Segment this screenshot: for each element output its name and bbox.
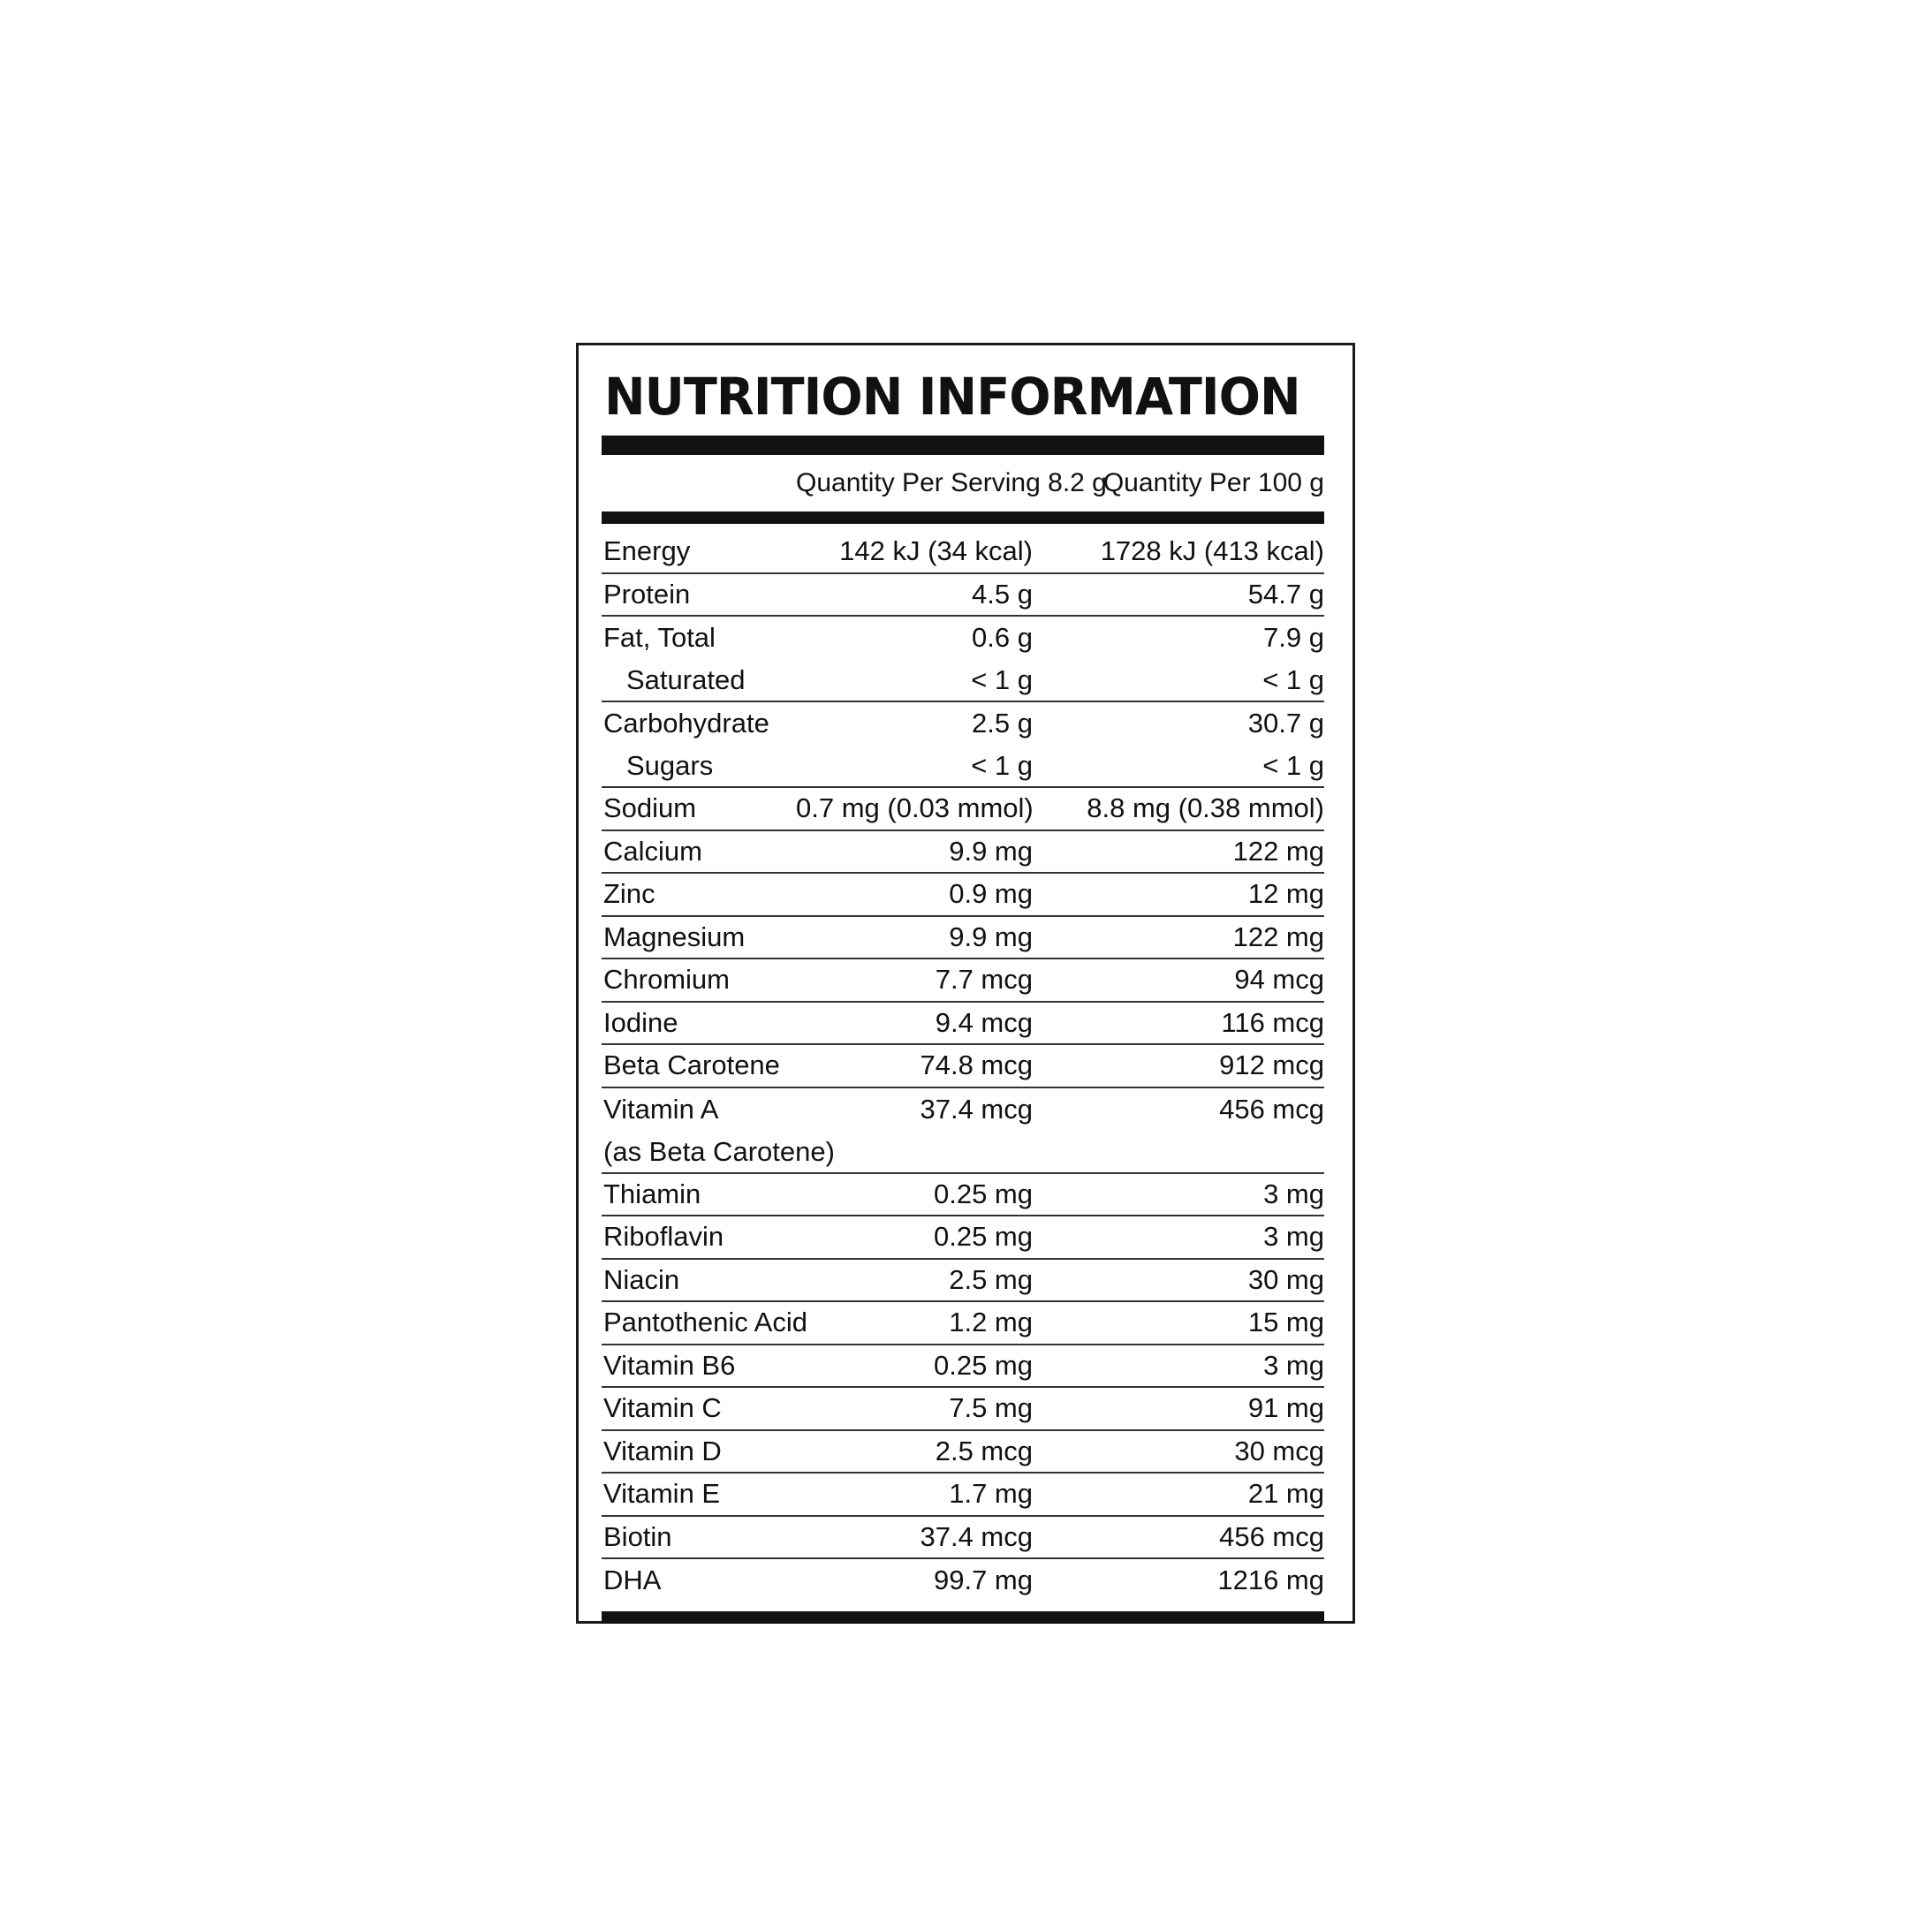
nutrient-name — [602, 1088, 835, 1173]
nutrient-name: DHA — [603, 1565, 662, 1596]
value-per-100g: 30.7 g — [1247, 708, 1324, 739]
nutrient-name: Sugars — [626, 749, 714, 781]
table-row — [602, 1302, 1324, 1345]
value-per-serving: 0.25 mg — [933, 1349, 1033, 1381]
value-per-100g: 1728 kJ (413 kcal) — [1100, 535, 1324, 567]
value-per-serving: 7.5 mg — [949, 1392, 1033, 1424]
value-per-serving: 9.9 mg — [949, 835, 1033, 867]
value-per-100g: 3 mg — [1263, 1178, 1324, 1209]
table-row — [602, 1216, 1324, 1260]
nutrient-name: Calcium — [603, 835, 702, 867]
value-per-serving: 0.9 mg — [949, 878, 1033, 910]
value-per-100g: 91 mg — [1247, 1392, 1324, 1424]
value-per-100g: < 1 g — [1262, 749, 1324, 781]
table-row — [602, 1088, 1324, 1174]
value-per-serving: 37.4 mcg — [920, 1520, 1033, 1552]
value-per-serving: 142 kJ (34 kcal) — [839, 535, 1033, 567]
value-per-serving: 7.7 mcg — [935, 964, 1033, 996]
value-per-serving: 1.7 mg — [949, 1478, 1033, 1510]
nutrient-name: Vitamin C — [603, 1392, 722, 1424]
value-per-100g: 912 mcg — [1219, 1049, 1324, 1081]
nutrient-name: Saturated — [626, 663, 746, 695]
table-row — [602, 1431, 1324, 1474]
value-per-serving: 0.7 mg (0.03 mmol) — [796, 792, 1034, 824]
nutrient-name-line1: Vitamin A — [603, 1093, 719, 1125]
nutrient-name-line2: (as Beta Carotene) — [603, 1135, 835, 1167]
value-per-serving: 74.8 mcg — [920, 1049, 1033, 1081]
column-header-row — [602, 455, 1324, 511]
nutrient-name: Niacin — [603, 1263, 680, 1295]
value-per-serving: 9.9 mg — [949, 921, 1033, 952]
header-per-100g: Quantity Per 100 g — [1102, 468, 1324, 497]
value-per-100g: 54.7 g — [1247, 578, 1324, 610]
table-row — [602, 1388, 1324, 1431]
value-per-serving: 0.25 mg — [933, 1221, 1033, 1253]
value-per-serving: 2.5 mcg — [935, 1435, 1033, 1466]
table-row — [602, 1260, 1324, 1303]
table-row — [602, 1559, 1324, 1602]
table-row — [602, 874, 1324, 917]
value-per-serving: 0.25 mg — [933, 1178, 1033, 1209]
value-per-serving: < 1 g — [971, 663, 1033, 695]
value-per-serving: < 1 g — [971, 749, 1033, 781]
value-per-serving: 99.7 mg — [933, 1565, 1033, 1596]
header-per-serving: Quantity Per Serving 8.2 g — [796, 468, 1107, 497]
value-per-100g: 94 mcg — [1234, 964, 1324, 996]
value-per-100g: 116 mcg — [1221, 1006, 1324, 1038]
nutrition-table — [602, 367, 1324, 1624]
table-row — [602, 531, 1324, 574]
nutrient-name: Biotin — [603, 1520, 672, 1552]
nutrient-name: Vitamin E — [603, 1478, 721, 1510]
nutrient-name: Iodine — [603, 1006, 678, 1038]
panel-title: NUTRITION INFORMATION — [604, 367, 1300, 427]
value-per-100g: 3 mg — [1263, 1349, 1324, 1381]
value-per-100g: 30 mcg — [1234, 1435, 1324, 1466]
nutrient-name: Protein — [603, 578, 691, 610]
nutrient-name: Carbohydrate — [603, 708, 769, 739]
value-per-100g: 122 mg — [1232, 835, 1324, 867]
nutrient-name: Fat, Total — [603, 622, 716, 654]
value-per-serving: 37.4 mcg — [920, 1093, 1033, 1125]
nutrient-name: Beta Carotene — [603, 1049, 780, 1081]
value-per-100g: 456 mcg — [1219, 1520, 1324, 1552]
value-per-100g: 1216 mg — [1217, 1565, 1324, 1596]
nutrient-name: Sodium — [603, 792, 697, 824]
table-row — [602, 831, 1324, 875]
value-per-serving: 2.5 mg — [949, 1263, 1033, 1295]
table-row — [602, 1045, 1324, 1088]
table-row — [602, 702, 1324, 746]
table-row — [602, 917, 1324, 960]
table-row — [602, 788, 1324, 831]
value-per-100g: 3 mg — [1263, 1221, 1324, 1253]
nutrient-name: Magnesium — [603, 921, 746, 952]
table-row — [602, 1003, 1324, 1046]
table-row — [602, 959, 1324, 1003]
nutrient-name: Pantothenic Acid — [603, 1307, 807, 1338]
value-per-100g: 30 mg — [1247, 1263, 1324, 1295]
value-per-100g: 8.8 mg (0.38 mmol) — [1087, 792, 1324, 824]
value-per-serving: 2.5 g — [972, 708, 1033, 739]
nutrient-name: Riboflavin — [603, 1221, 724, 1253]
nutrient-name: Zinc — [603, 878, 655, 910]
table-row — [602, 1174, 1324, 1217]
nutrient-name: Thiamin — [603, 1178, 701, 1209]
title-divider — [602, 436, 1324, 455]
value-per-100g: 122 mg — [1232, 921, 1324, 952]
nutrient-name: Vitamin B6 — [603, 1349, 736, 1381]
value-per-100g: 7.9 g — [1263, 622, 1324, 654]
table-row — [602, 1517, 1324, 1560]
table-end-bar — [602, 1611, 1324, 1624]
nutrition-panel — [576, 343, 1355, 1624]
table-row — [602, 574, 1324, 617]
table-row — [602, 660, 1324, 703]
nutrient-name: Chromium — [603, 964, 730, 996]
value-per-serving: 0.6 g — [972, 622, 1033, 654]
nutrient-rows — [602, 531, 1324, 1602]
nutrient-name: Vitamin D — [603, 1435, 722, 1466]
table-row — [602, 617, 1324, 660]
nutrient-name: Energy — [603, 535, 691, 567]
value-per-100g: 456 mcg — [1219, 1093, 1324, 1125]
table-row — [602, 746, 1324, 789]
value-per-serving: 9.4 mcg — [935, 1006, 1033, 1038]
table-row — [602, 1474, 1324, 1517]
value-per-100g: 12 mg — [1247, 878, 1324, 910]
value-per-100g: 21 mg — [1247, 1478, 1324, 1510]
value-per-serving: 1.2 mg — [949, 1307, 1033, 1338]
value-per-100g: < 1 g — [1262, 663, 1324, 695]
header-divider — [602, 511, 1324, 524]
value-per-serving: 4.5 g — [972, 578, 1033, 610]
table-row — [602, 1345, 1324, 1389]
value-per-100g: 15 mg — [1247, 1307, 1324, 1338]
